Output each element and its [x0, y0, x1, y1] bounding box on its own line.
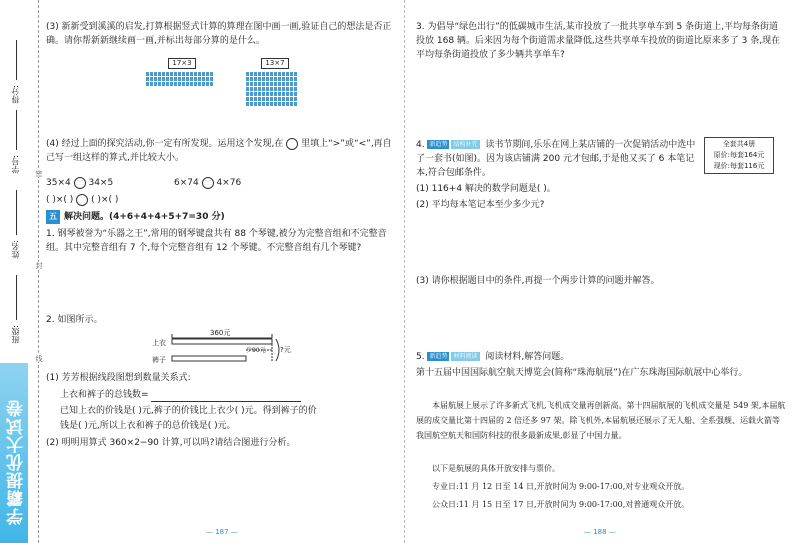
problem-r4 — [416, 138, 696, 180]
grid-cell — [270, 77, 273, 81]
grid-cell — [290, 82, 293, 86]
cut-line — [38, 0, 39, 543]
section-title: 解决问题。(4+6+4+4+5+7=30 分) — [64, 212, 225, 222]
r4-text: 读书节期间,乐乐在网上某店铺的一次促销活动中选中了一套书(如图)。因为该店铺满 200 元才包邮,于是他又买了 6 本笔记本,符合包邮条件。 — [416, 140, 696, 178]
blank-right[interactable]: ( )×( ) — [91, 195, 119, 205]
grid-cell — [286, 92, 289, 96]
grid-cell — [158, 77, 161, 81]
compare-circle-icon[interactable] — [202, 177, 214, 189]
compare-circle-icon[interactable] — [74, 177, 86, 189]
grid-cell — [270, 87, 273, 91]
grid-cell — [274, 97, 277, 101]
grid-cell — [250, 72, 253, 76]
grid-cell — [198, 82, 201, 86]
grid-cell — [246, 77, 249, 81]
grid-cell — [278, 82, 281, 86]
grid-cell — [294, 87, 297, 91]
grid-cell — [274, 77, 277, 81]
grid-cell — [254, 72, 257, 76]
problem-2-1-b: 已知上衣的价钱是( )元,裤子的价钱比上衣少( )元。得到裤子的价 — [60, 406, 317, 416]
grid-cell — [158, 72, 161, 76]
grid-cell — [194, 72, 197, 76]
cut-mark-1: 密 — [35, 170, 43, 177]
grid-cell — [246, 82, 249, 86]
grid-17x3 — [146, 72, 213, 86]
page-number-left: — 187 — — [206, 528, 238, 536]
grid-cell — [294, 72, 297, 76]
grid-cell — [266, 87, 269, 91]
grid-cell — [254, 82, 257, 86]
grid-cell — [254, 102, 257, 106]
r5-paragraph-3: 以下是航展的具体开放安排与票价。 — [432, 464, 560, 473]
reading-badge: 材料阅读 — [453, 353, 478, 360]
grid-cell — [286, 77, 289, 81]
diagram-shirt: 上衣 — [152, 339, 166, 347]
grid-cell — [182, 72, 185, 76]
grid-cell — [162, 72, 165, 76]
grid-1-title: 17×3 — [168, 58, 196, 69]
grid-cell — [246, 102, 249, 106]
grid-cell — [254, 97, 257, 101]
grid-cell — [294, 82, 297, 86]
grid-cell — [146, 72, 149, 76]
binding-sidebar — [0, 0, 42, 543]
grid-cell — [170, 72, 173, 76]
grid-cell — [198, 72, 201, 76]
price-title: 全套共4册 — [722, 140, 756, 148]
grid-cell — [282, 87, 285, 91]
grid-cell — [282, 102, 285, 106]
brand-band — [0, 363, 28, 543]
grid-cell — [258, 87, 261, 91]
question-4 — [46, 137, 396, 165]
r5-paragraph-2: 本届航展上展示了许多新式飞机,飞机成交量再创新高。第十四届航展的飞机成交量是 549 架,本届航展的成交量比第十四届的 2 倍还多 97 架。除飞机外,本届航展还展示了无人船、全系强舰、运载火箭等我国航空航天和国防科技的很多最新成果,彰显了中国力量。 — [416, 401, 786, 440]
question-3: (3) 新新受到溪溪的启发,打算根据竖式计算的算理在图中画一画,验证自己的想法是否正确。请你帮新新继续画一画,并标出每部分算的是什么。 — [46, 22, 392, 46]
grid-cell — [286, 102, 289, 106]
grid-cell — [294, 97, 297, 101]
grid-cell — [186, 82, 189, 86]
price-current: 现价:每套116元 — [713, 162, 765, 170]
grid-cell — [178, 77, 181, 81]
ex1-right: 34×5 — [88, 178, 114, 188]
grid-cell — [282, 82, 285, 86]
grid-cell — [154, 77, 157, 81]
class-line — [16, 275, 17, 320]
class-label: 班级: — [11, 325, 20, 344]
problem-r5-header — [416, 350, 786, 364]
grid-cell — [262, 77, 265, 81]
grid-cell — [186, 77, 189, 81]
grid-cell — [286, 87, 289, 91]
grid-cell — [202, 77, 205, 81]
price-box — [704, 137, 774, 174]
grid-13x7 — [246, 72, 297, 106]
grid-cell — [250, 92, 253, 96]
problem-1: 1. 钢琴被誉为“乐器之王”,常用的钢琴键盘共有 88 个琴键,被分为完整音组和不完整音组。其中完整音组有 7 个,每个完整音组有 12 个琴键。不完整音组有几个琴键? — [46, 229, 387, 253]
grid-cell — [282, 77, 285, 81]
grid-cell — [162, 77, 165, 81]
section-number: 五 — [46, 210, 60, 224]
grid-cell — [266, 72, 269, 76]
r5-paragraph-5: 公众日:11 月 15 日至 17 日,开放时间为 9:00-17:00,对普通观众开放。 — [432, 500, 690, 509]
grid-cell — [246, 97, 249, 101]
grid-cell — [286, 97, 289, 101]
grid-cell — [146, 82, 149, 86]
problem-2-1-c: 钱是( )元,所以上衣和裤子的总价钱是( )元。 — [60, 421, 236, 431]
grid-cell — [182, 82, 185, 86]
grid-2-title: 13×7 — [261, 58, 289, 69]
grid-cell — [274, 102, 277, 106]
grid-cell — [154, 82, 157, 86]
question-4-examples — [46, 176, 396, 190]
grid-cell — [274, 92, 277, 96]
grid-cell — [262, 82, 265, 86]
grid-cell — [210, 82, 213, 86]
r5-paragraph-1: 第十五届中国国际航空航天博览会(简称“珠海航展”)在广东珠海国际航展中心举行。 — [416, 368, 748, 378]
grid-cell — [278, 72, 281, 76]
grid-cell — [246, 87, 249, 91]
grid-cell — [274, 82, 277, 86]
grid-cell — [182, 77, 185, 81]
grid-cell — [178, 72, 181, 76]
grid-cell — [166, 72, 169, 76]
grid-cell — [266, 82, 269, 86]
grid-cell — [150, 72, 153, 76]
grid-cell — [274, 72, 277, 76]
id-label: 学号: — [11, 155, 20, 174]
problem-2-1: (1) 芳芳根据线段图想到数量关系式: — [46, 373, 191, 383]
grid-cell — [258, 77, 261, 81]
grid-cell — [254, 92, 257, 96]
grid-cell — [190, 72, 193, 76]
problem-r4-1: (1) 116+4 解决的数学问题是( )。 — [416, 184, 556, 194]
grid-cell — [294, 102, 297, 106]
grid-cell — [206, 77, 209, 81]
grid-cell — [274, 87, 277, 91]
question-4-text-b: 里填上“>”或“<”,再自己写一组这样的算式,并比较大小。 — [46, 139, 392, 163]
problem-2: 2. 如图所示。 — [46, 315, 103, 325]
grid-cell — [278, 102, 281, 106]
grid-cell — [178, 82, 181, 86]
grid-cell — [286, 72, 289, 76]
r5-title: 阅读材料,解答问题。 — [485, 352, 570, 362]
grid-cell — [290, 77, 293, 81]
grid-cell — [290, 72, 293, 76]
grid-cell — [262, 87, 265, 91]
problem-r4-2: (2) 平均每本笔记本至少多少元? — [416, 200, 545, 210]
problem-r4-3: (3) 请你根据题目中的条件,再提一个两步计算的问题并解答。 — [416, 276, 660, 286]
right-page — [416, 0, 786, 543]
grid-cell — [278, 97, 281, 101]
grid-cell — [250, 87, 253, 91]
grid-cell — [166, 82, 169, 86]
grid-cell — [278, 92, 281, 96]
grid-cell — [262, 102, 265, 106]
question-4-blank — [46, 193, 396, 207]
grid-cell — [290, 102, 293, 106]
grid-cell — [282, 97, 285, 101]
grid-cell — [266, 77, 269, 81]
grid-cell — [246, 72, 249, 76]
ex2-right: 4×76 — [216, 178, 242, 188]
diagram-less: 少90元 — [246, 347, 266, 354]
problem-r3: 3. 为倡导“绿色出行”的低碳城市生活,某市投放了一批共享单车到 5 条街道上,平均每条街道投放 168 辆。后来因为每个街道需求量降低,这些共享单车投放的街道比原来多了 3 条,现在平均每条街道投放了多少辆共享单车? — [416, 22, 781, 60]
name-line — [16, 190, 17, 235]
grid-cell — [154, 72, 157, 76]
grid-cell — [146, 77, 149, 81]
grid-cell — [206, 72, 209, 76]
cut-mark-2: 封 — [35, 262, 43, 269]
structure-badge: 结构补充 — [453, 141, 478, 148]
grid-cell — [266, 92, 269, 96]
grid-cell — [210, 77, 213, 81]
grid-cell — [162, 82, 165, 86]
r5-paragraph-4: 专业日:11 月 12 日至 14 日,开放时间为 9:00-17:00,对专业观众开放。 — [432, 482, 690, 491]
grid-cell — [290, 87, 293, 91]
problem-2-1-line — [60, 388, 410, 402]
grid-cell — [170, 77, 173, 81]
blank-left[interactable]: ( )×( ) — [46, 195, 74, 205]
ex2-left: 6×74 — [173, 178, 199, 188]
grid-cell — [278, 87, 281, 91]
grid-cell — [266, 102, 269, 106]
grid-cell — [206, 82, 209, 86]
page-divider — [404, 0, 405, 543]
id-line — [16, 110, 17, 150]
grid-cell — [270, 92, 273, 96]
grid-cell — [190, 77, 193, 81]
diagram-pants: 裤子 — [152, 356, 166, 364]
grid-cell — [194, 82, 197, 86]
relation-label: 上衣和裤子的总钱数= — [60, 390, 149, 400]
grid-cell — [174, 72, 177, 76]
section-5-header — [46, 210, 396, 224]
grid-cell — [258, 82, 261, 86]
grid-cell — [270, 82, 273, 86]
grid-cell — [290, 97, 293, 101]
grid-cell — [258, 97, 261, 101]
diagram-total: 360元 — [210, 329, 231, 337]
grid-cell — [158, 82, 161, 86]
diagram-question: ?元 — [280, 346, 291, 354]
problem-2-2: (2) 明明用算式 360×2−90 计算,可以吗?请结合图进行分析。 — [46, 438, 296, 448]
grid-cell — [270, 102, 273, 106]
grid-cell — [186, 72, 189, 76]
grid-cell — [170, 82, 173, 86]
grid-cell — [174, 77, 177, 81]
grid-cell — [258, 102, 261, 106]
grid-cell — [290, 92, 293, 96]
price-original: 原价:每套164元 — [713, 151, 765, 159]
grid-cell — [262, 92, 265, 96]
score-label: 得分: — [11, 85, 20, 104]
grid-cell — [190, 82, 193, 86]
grid-cell — [258, 72, 261, 76]
grid-cell — [258, 92, 261, 96]
grid-cell — [194, 77, 197, 81]
grid-cell — [250, 82, 253, 86]
grid-cell — [286, 82, 289, 86]
page-number-right: — 188 — — [584, 528, 616, 536]
grid-cell — [294, 92, 297, 96]
grid-cell — [282, 72, 285, 76]
grid-cell — [174, 82, 177, 86]
grid-cell — [282, 92, 285, 96]
r5-number: 5. — [416, 352, 425, 362]
r4-number: 4. — [416, 140, 425, 150]
grid-cell — [250, 102, 253, 106]
grid-cell — [262, 72, 265, 76]
grid-cell — [278, 77, 281, 81]
compare-circle-icon — [286, 138, 298, 150]
grid-cell — [294, 77, 297, 81]
grid-cell — [202, 82, 205, 86]
score-line — [16, 40, 17, 80]
compare-circle-icon[interactable] — [76, 194, 88, 206]
relation-blank[interactable] — [151, 401, 301, 402]
grid-cell — [210, 72, 213, 76]
grid-cell — [254, 77, 257, 81]
grid-cell — [246, 92, 249, 96]
grid-cell — [266, 97, 269, 101]
grid-cell — [150, 77, 153, 81]
grid-cell — [250, 97, 253, 101]
left-page — [46, 0, 396, 543]
trend-badge: 新趋势 — [429, 141, 448, 148]
trend-badge: 新趋势 — [429, 353, 448, 360]
ex1-left: 35×4 — [46, 178, 71, 188]
grid-cell — [250, 77, 253, 81]
grid-cell — [202, 72, 205, 76]
grid-cell — [270, 72, 273, 76]
grid-cell — [166, 77, 169, 81]
name-label: 姓名: — [11, 240, 20, 259]
question-4-text-a: (4) 经过上面的探究活动,你一定有所发现。运用这个发现,在 — [46, 139, 284, 149]
grid-cell — [150, 82, 153, 86]
grid-cell — [262, 97, 265, 101]
grid-cell — [198, 77, 201, 81]
grid-cell — [254, 87, 257, 91]
cut-mark-3: 线 — [35, 355, 43, 362]
grid-cell — [270, 97, 273, 101]
brand-title: 学霸提优大试卷 — [7, 399, 27, 525]
